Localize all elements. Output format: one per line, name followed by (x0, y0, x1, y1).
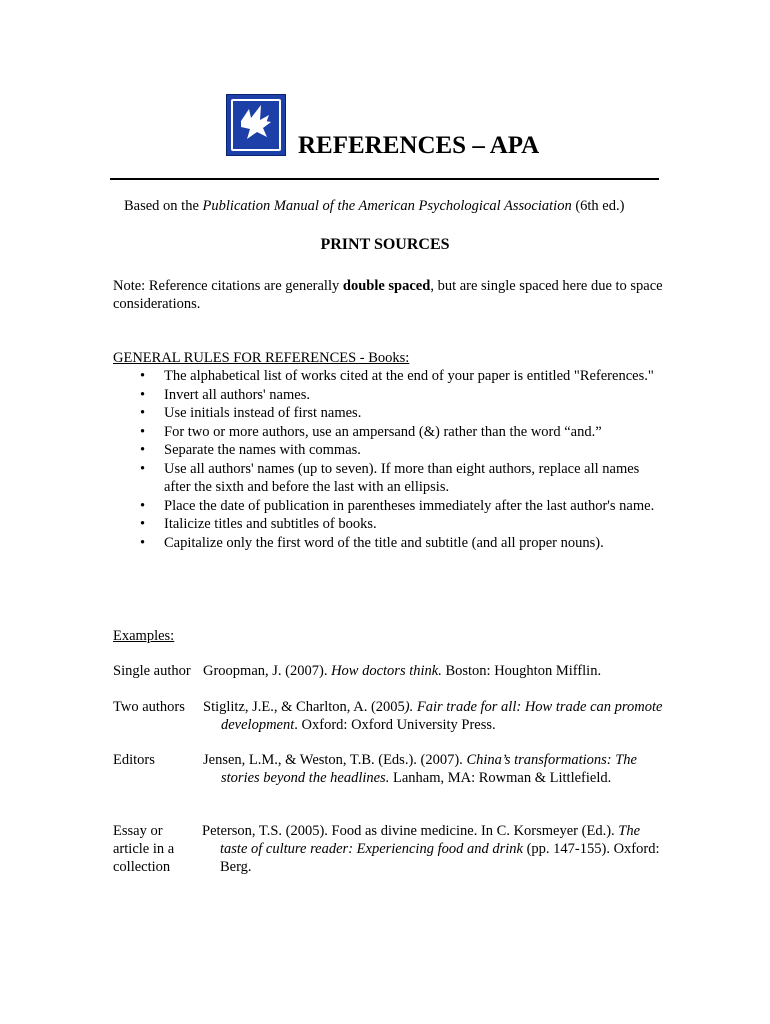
intro-prefix: Based on the (124, 198, 203, 214)
list-item: • Capitalize only the first word of the title and subtitle (and all proper nouns). (164, 534, 664, 553)
example-label: Essay or article in a collection (113, 823, 175, 875)
citation-title: How doctors think. (331, 663, 442, 679)
citation-title: The taste of culture reader: Experiencing food and drink (220, 823, 641, 857)
list-item: • Use all authors' names (up to seven). If more than eight authors, replace all names after the sixth and before the last with an ellipsis. (164, 460, 664, 497)
examples-heading: Examples: (113, 628, 175, 644)
citation-title: ). Fair trade for all: How trade can promote development (221, 699, 663, 733)
list-item: • Invert all authors' names. (164, 386, 664, 405)
list-item: • For two or more authors, use an ampersand (&) rather than the word “and.” (164, 423, 664, 442)
citation-title: China’s transformations: The stories beyond the headlines. (221, 752, 637, 786)
example-citation (203, 751, 671, 787)
note-paragraph (113, 277, 673, 313)
note-emphasis: double spaced (342, 278, 431, 294)
example-citation (202, 822, 670, 876)
citation-author: Stiglitz, J.E., & Charlton, A. (2005 (203, 699, 405, 715)
citation-publisher: Boston: Houghton Mifflin. (441, 663, 602, 679)
example-label: Editors (113, 752, 155, 768)
list-item: • Italicize titles and subtitles of books. (164, 515, 664, 534)
title-divider (110, 178, 659, 180)
rules-list (164, 367, 664, 552)
section-heading: PRINT SOURCES (320, 236, 450, 253)
example-label: Two authors (113, 699, 185, 715)
dove-icon (233, 101, 281, 151)
note-suffix: , but are single spaced here due to space considerations. (113, 278, 663, 312)
citation-author: Jensen, L.M., & Weston, T.B. (Eds.). (2007). (203, 752, 467, 768)
note-prefix: Note: Reference citations are generally (113, 278, 343, 294)
list-item: • Separate the names with commas. (164, 441, 664, 460)
list-item: • Place the date of publication in parentheses immediately after the last author's name. (164, 497, 664, 516)
citation-publisher: . Oxford: Oxford University Press. (294, 717, 496, 733)
citation-author: Groopman, J. (2007). (203, 663, 332, 679)
citation-author: Peterson, T.S. (2005). Food as divine medicine. In C. Korsmeyer (Ed.). (202, 823, 619, 839)
publication-title: Publication Manual of the American Psychological Association (202, 198, 572, 214)
intro-suffix: (6th ed.) (571, 198, 625, 214)
page-title: REFERENCES – APA (298, 132, 540, 159)
example-label: Single author (113, 663, 191, 679)
list-item: • Use initials instead of first names. (164, 404, 664, 423)
citation-publisher: (pp. 147-155). Oxford: Berg. (220, 841, 660, 875)
list-item: • The alphabetical list of works cited at the end of your paper is entitled "References." (164, 367, 664, 386)
logo (226, 94, 286, 156)
example-citation (203, 698, 671, 734)
citation-publisher: Lanham, MA: Rowman & Littlefield. (389, 770, 612, 786)
example-citation (203, 662, 671, 680)
rules-heading: GENERAL RULES FOR REFERENCES - Books: (113, 350, 410, 366)
intro-line (124, 197, 624, 215)
